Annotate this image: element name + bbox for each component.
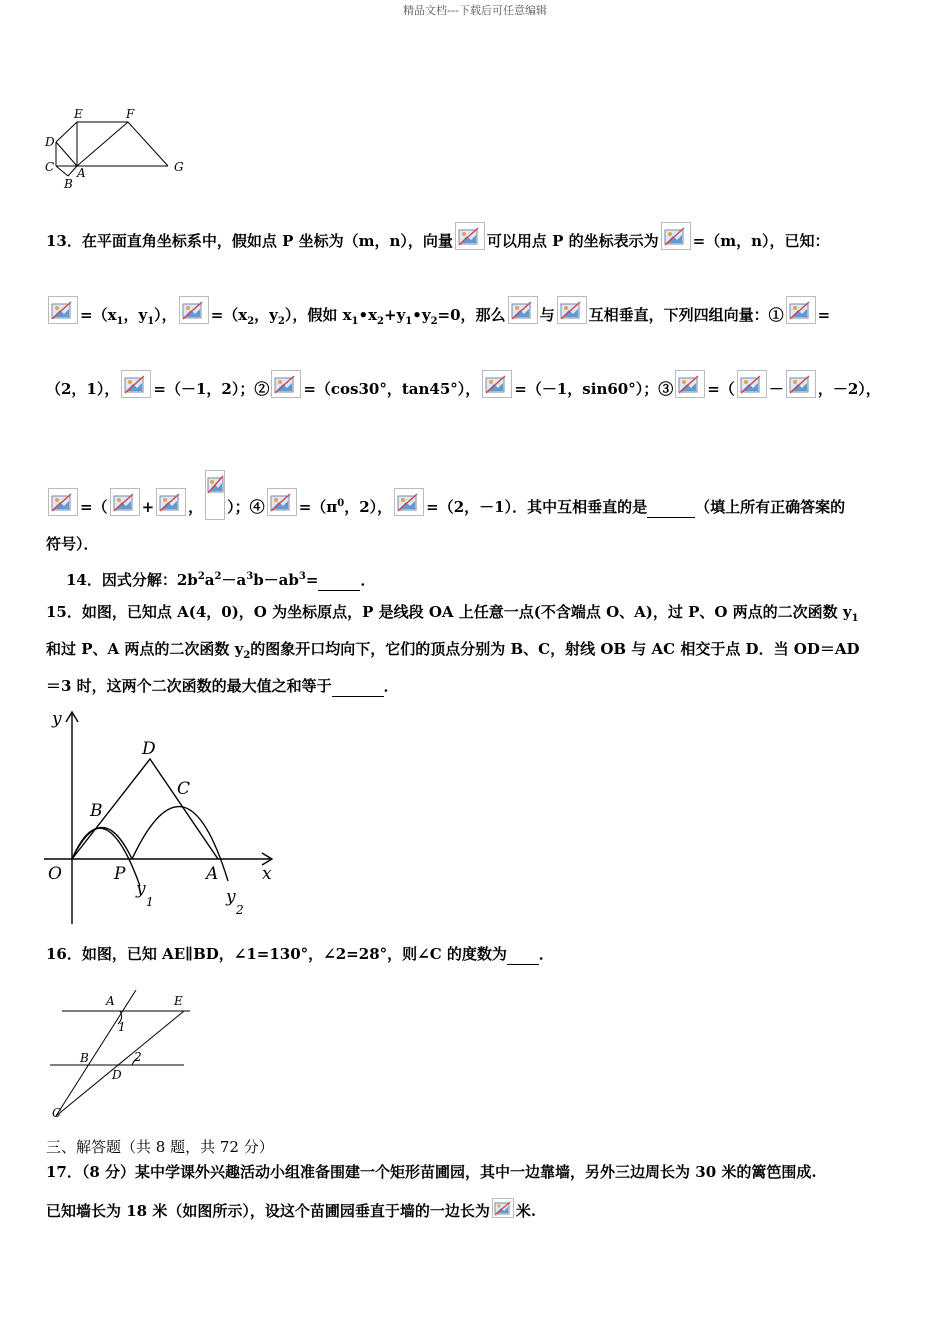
image-placeholder-icon <box>786 370 816 398</box>
label-e: E <box>74 107 83 121</box>
image-placeholder-icon <box>48 488 78 516</box>
q15-line-3: ＝3 时，这两个二次函数的最大值之和等于 ． <box>46 677 399 695</box>
figure-q12 <box>40 104 200 194</box>
label-b: B <box>80 1051 89 1065</box>
q13-line-3: （2，1）， =（－1，2）；② =（cos30°，tan45°）， =（－1，sin60°）；③ =（ － ，－2）， <box>46 370 881 399</box>
label-p: P <box>114 864 126 884</box>
q16: 16．如图，已知 AE∥BD，∠1=130°，∠2=28°，则∠C 的度数为 ． <box>46 945 554 963</box>
q13-line-2: $=(x_1$，$y_1$）， $=(x_2$，$y_2$），假如 $x_1•x_2+y_1•y_2=0$，那么 与 互相垂直，下列四组向量：① = <box>46 296 830 332</box>
label-c: C <box>52 1106 62 1120</box>
image-placeholder-icon <box>508 296 538 324</box>
label-g: G <box>174 160 184 174</box>
image-placeholder-icon <box>661 222 691 250</box>
q13-line-1: 13．在平面直角坐标系中，假如点 P 坐标为（m，n），向量 可以用点 P 的坐标表示为 =（m，n），已知： <box>46 222 829 251</box>
label-y-axis: y <box>52 709 62 729</box>
answer-blank[interactable] <box>318 570 360 591</box>
image-placeholder-icon <box>271 370 301 398</box>
label-b: B <box>64 177 73 191</box>
q17-line-2: 已知墙长为 18 米（如图所示），设这个苗圃园垂直于墙的一边长为 米. <box>46 1198 536 1221</box>
label-c: C <box>45 160 55 174</box>
label-f: F <box>126 107 135 121</box>
image-placeholder-icon <box>121 370 151 398</box>
image-placeholder-icon <box>557 296 587 324</box>
q13-line-4: =（ + ， ）；④ $=(\pi^0$，2）， =（2，－1）．其中互相垂直的是 （填上所有正确答案的 <box>46 470 845 520</box>
page-header: 精品文档---下载后可任意编辑 <box>403 4 547 17</box>
answer-blank[interactable] <box>332 676 384 697</box>
figure-q15 <box>40 706 290 926</box>
q15-line-1: 15．如图，已知点 A(4，0)，O 为坐标原点，P 是线段 OA 上任意一点(不含端点 O、A)，过 P、O 两点的二次函数 $y_1$ <box>46 603 859 624</box>
label-e: E <box>174 994 183 1008</box>
answer-blank[interactable] <box>507 944 539 965</box>
image-placeholder-icon <box>786 296 816 324</box>
image-placeholder-icon <box>737 370 767 398</box>
label-d: D <box>142 739 156 759</box>
image-placeholder-icon <box>482 370 512 398</box>
q13-line-5: 符号）． <box>46 535 99 553</box>
q17-line-1: 17．（8 分）某中学课外兴趣活动小组准备围建一个矩形苗圃园，其中一边靠墙，另外三边周长为 30 米的篱笆围成. <box>46 1163 817 1181</box>
answer-blank[interactable] <box>647 497 695 518</box>
image-placeholder-icon-tall <box>205 470 225 520</box>
image-placeholder-icon <box>492 1198 514 1218</box>
q14: 14．因式分解：$2b^2a^2-a^3b-ab^3=$ ． <box>66 571 376 589</box>
label-a: A <box>106 994 115 1008</box>
label-y1-sub: 1 <box>146 895 154 909</box>
q15-line-2: 和过 P、A 两点的二次函数 $y_2$的图象开口均向下，它们的顶点分别为 B、C，射线 OB 与 AC 相交于点 D．当 OD＝AD <box>46 640 860 661</box>
image-placeholder-icon <box>179 296 209 324</box>
label-a: A <box>206 864 219 884</box>
label-d: D <box>112 1068 122 1082</box>
label-y1: y <box>136 879 146 899</box>
figure-q16 <box>40 990 200 1120</box>
image-placeholder-icon <box>675 370 705 398</box>
label-angle-1: 1 <box>118 1020 126 1034</box>
label-a: A <box>77 166 86 180</box>
label-angle-2: 2 <box>134 1050 142 1064</box>
label-b: B <box>90 801 103 821</box>
image-placeholder-icon <box>110 488 140 516</box>
image-placeholder-icon <box>156 488 186 516</box>
label-x-axis: x <box>262 864 272 884</box>
section-heading: 三、解答题（共 8 题，共 72 分） <box>46 1138 274 1156</box>
image-placeholder-icon <box>394 488 424 516</box>
label-c: C <box>177 779 191 799</box>
image-placeholder-icon <box>48 296 78 324</box>
image-placeholder-icon <box>455 222 485 250</box>
image-placeholder-icon <box>267 488 297 516</box>
label-o: O <box>48 864 62 884</box>
label-d: D <box>45 135 55 149</box>
label-y2-sub: 2 <box>236 903 244 917</box>
label-y2: y <box>226 887 236 907</box>
